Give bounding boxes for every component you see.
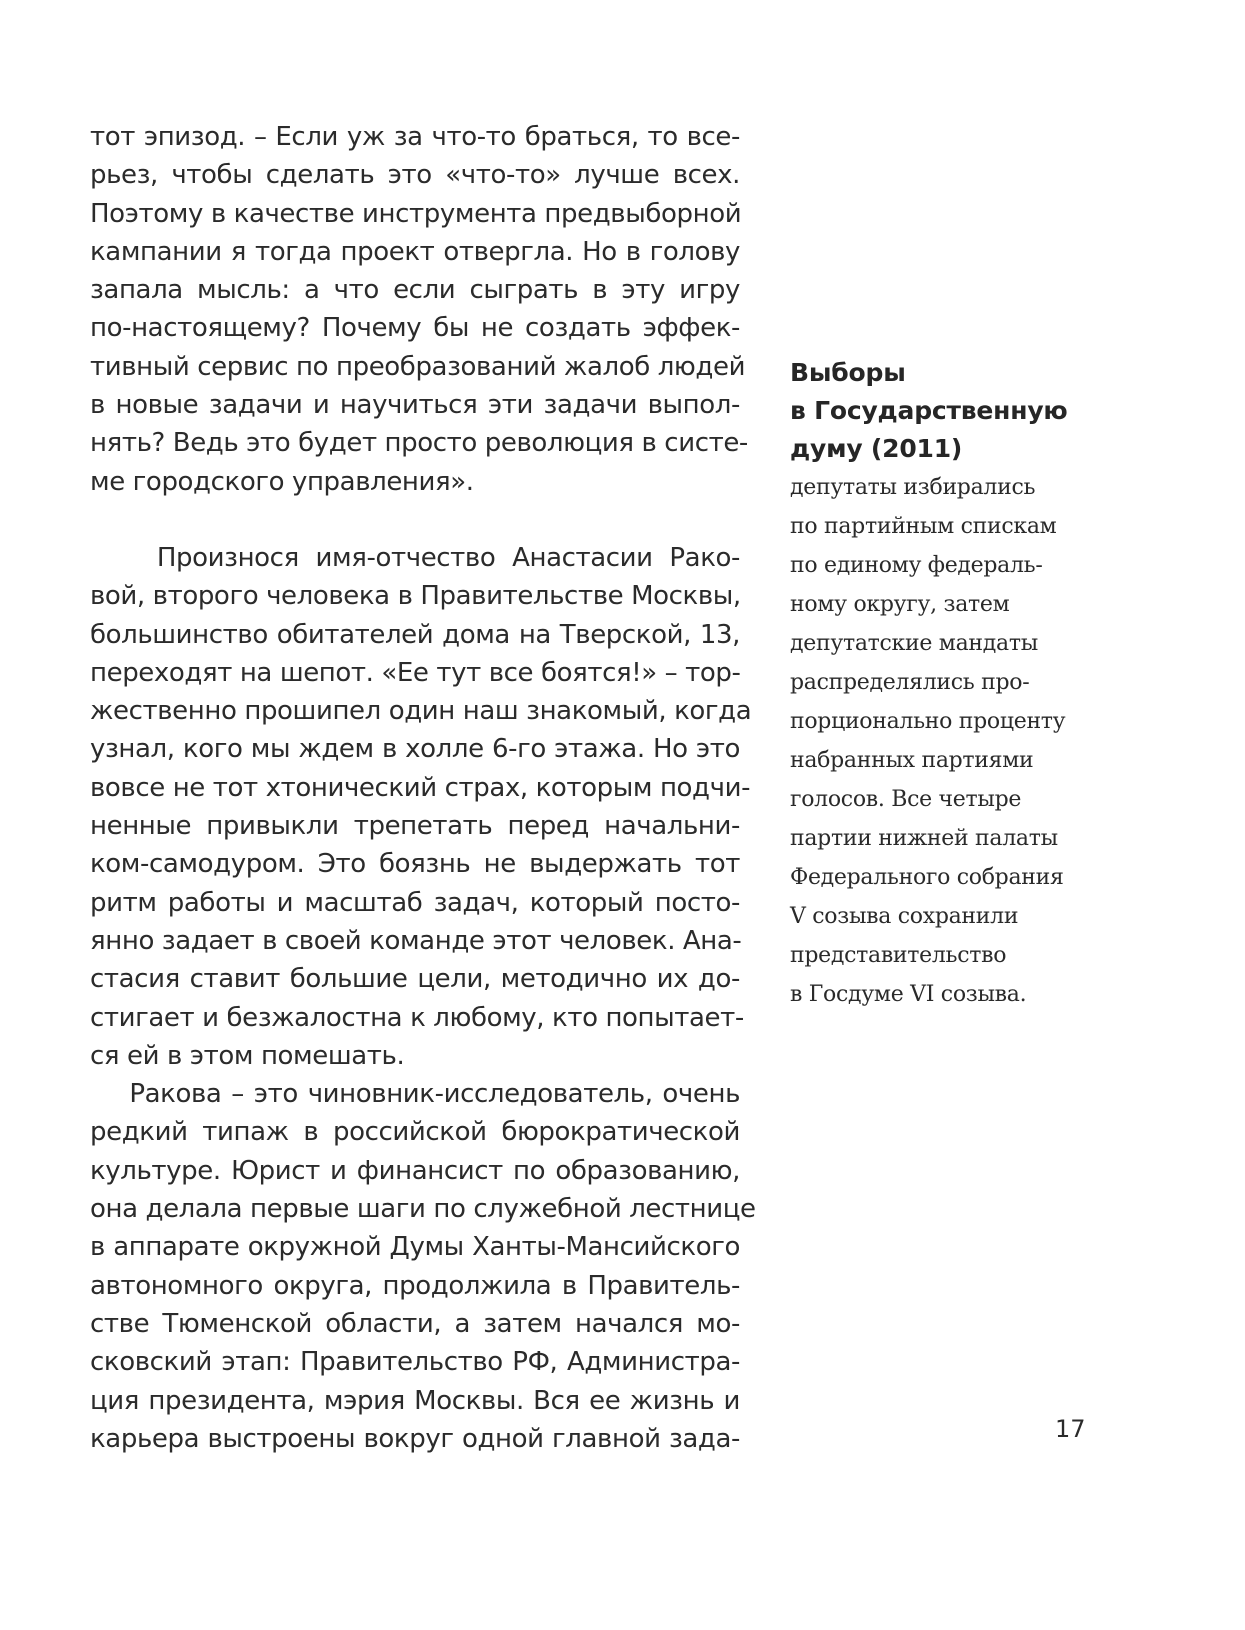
text-line: жественно прошипел один наш знакомый, когда	[90, 696, 752, 727]
sidebar-heading-line: в Государственную	[790, 396, 1068, 425]
sidebar-body-line: депутатские мандаты	[790, 631, 1038, 656]
text-line: редкий типаж в российской бюрократической	[90, 1117, 740, 1148]
text-line: нять? Ведь это будет просто революция в систе-	[90, 428, 748, 459]
text-line: карьера выстроены вокруг одной главной зада-	[90, 1423, 740, 1454]
text-line: сковский этап: Правительство РФ, Администра-	[90, 1347, 740, 1378]
sidebar-body-line: партии нижней палаты	[790, 826, 1058, 851]
sidebar-body-line: по единому федераль-	[790, 553, 1043, 578]
text-line: янно задает в своей команде этот человек. Ана-	[90, 925, 742, 956]
paragraph-spacer	[90, 501, 740, 539]
text-line: узнал, кого мы ждем в холле 6-го этажа. Но это	[90, 734, 740, 765]
text-line: Ракова – это чиновник-исследователь, очень	[90, 1079, 740, 1110]
paragraph-2	[90, 539, 752, 1075]
text-line: Произнося имя-отчество Анастасии Рако-	[90, 542, 740, 573]
text-line: автономного округа, продолжила в Правитель-	[90, 1270, 740, 1301]
sidebar-body-line: распределялись про-	[790, 670, 1030, 695]
text-line: она делала первые шаги по служебной лестнице	[90, 1194, 756, 1225]
text-line: вой, второго человека в Правительстве Москвы,	[90, 581, 741, 612]
sidebar-body-line: порционально проценту	[790, 709, 1066, 734]
text-line: тот эпизод. – Если уж за что-то браться, то все-	[90, 122, 740, 152]
text-line: переходят на шепот. «Ее тут все боятся!» – тор-	[90, 657, 741, 688]
page-number: 17	[1055, 1415, 1086, 1443]
text-line: запала мысль: а что если сыграть в эту игру	[90, 275, 740, 306]
text-line: стигает и безжалостна к любому, кто попытает-	[90, 1002, 744, 1033]
sidebar-body-line: голосов. Все четыре	[790, 787, 1022, 812]
text-line: стве Тюменской области, а затем начался мо-	[90, 1308, 740, 1339]
sidebar-heading-line: Выборы	[790, 358, 906, 387]
text-line: Поэтому в качестве инструмента предвыборной	[90, 198, 742, 229]
sidebar-body-line: набранных партиями	[790, 748, 1034, 773]
text-line: по-настоящему? Почему бы не создать эффек-	[90, 313, 740, 344]
text-line: ме городского управления».	[90, 466, 474, 497]
text-line: рьез, чтобы сделать это «что-то» лучше всех.	[90, 160, 740, 191]
text-line: кампании я тогда проект отвергла. Но в голову	[90, 236, 740, 267]
text-line: ком-самодуром. Это боязнь не выдержать тот	[90, 849, 740, 880]
text-line: культуре. Юрист и финансист по образованию,	[90, 1155, 740, 1186]
sidebar-note	[790, 354, 1090, 1014]
sidebar-body-line: V созыва сохранили	[790, 904, 1019, 929]
text-line: вовсе не тот хтонический страх, которым подчи-	[90, 772, 751, 803]
sidebar-heading	[790, 354, 1090, 468]
text-line: тивный сервис по преобразований жалоб людей	[90, 351, 746, 382]
sidebar-body-line: в Госдуме VI созыва.	[790, 982, 1027, 1007]
sidebar-body-line: представительство	[790, 943, 1007, 968]
sidebar-body-line: депутаты избирались	[790, 475, 1036, 500]
paragraph-1	[90, 118, 748, 501]
text-line: стасия ставит большие цели, методично их до-	[90, 964, 740, 995]
paragraph-3	[90, 1075, 756, 1458]
text-line: большинство обитателей дома на Тверской, 13,	[90, 619, 740, 650]
main-text-column	[90, 118, 756, 1458]
text-line: ция президента, мэрия Москвы. Вся ее жизнь и	[90, 1385, 740, 1416]
text-line: в новые задачи и научиться эти задачи выпол-	[90, 390, 740, 421]
text-line: ся ей в этом помешать.	[90, 1040, 405, 1071]
sidebar-body	[790, 468, 1090, 1014]
text-line: в аппарате окружной Думы Ханты-Мансийского	[90, 1232, 740, 1263]
sidebar-body-line: Федерального собрания	[790, 865, 1064, 890]
sidebar-body-line: ному округу, затем	[790, 592, 1010, 617]
text-line: ненные привыкли трепетать перед начальни-	[90, 811, 740, 842]
sidebar-body-line: по партийным спискам	[790, 514, 1057, 539]
text-line: ритм работы и масштаб задач, который посто-	[90, 887, 740, 918]
sidebar-heading-line: думу (2011)	[790, 434, 963, 463]
